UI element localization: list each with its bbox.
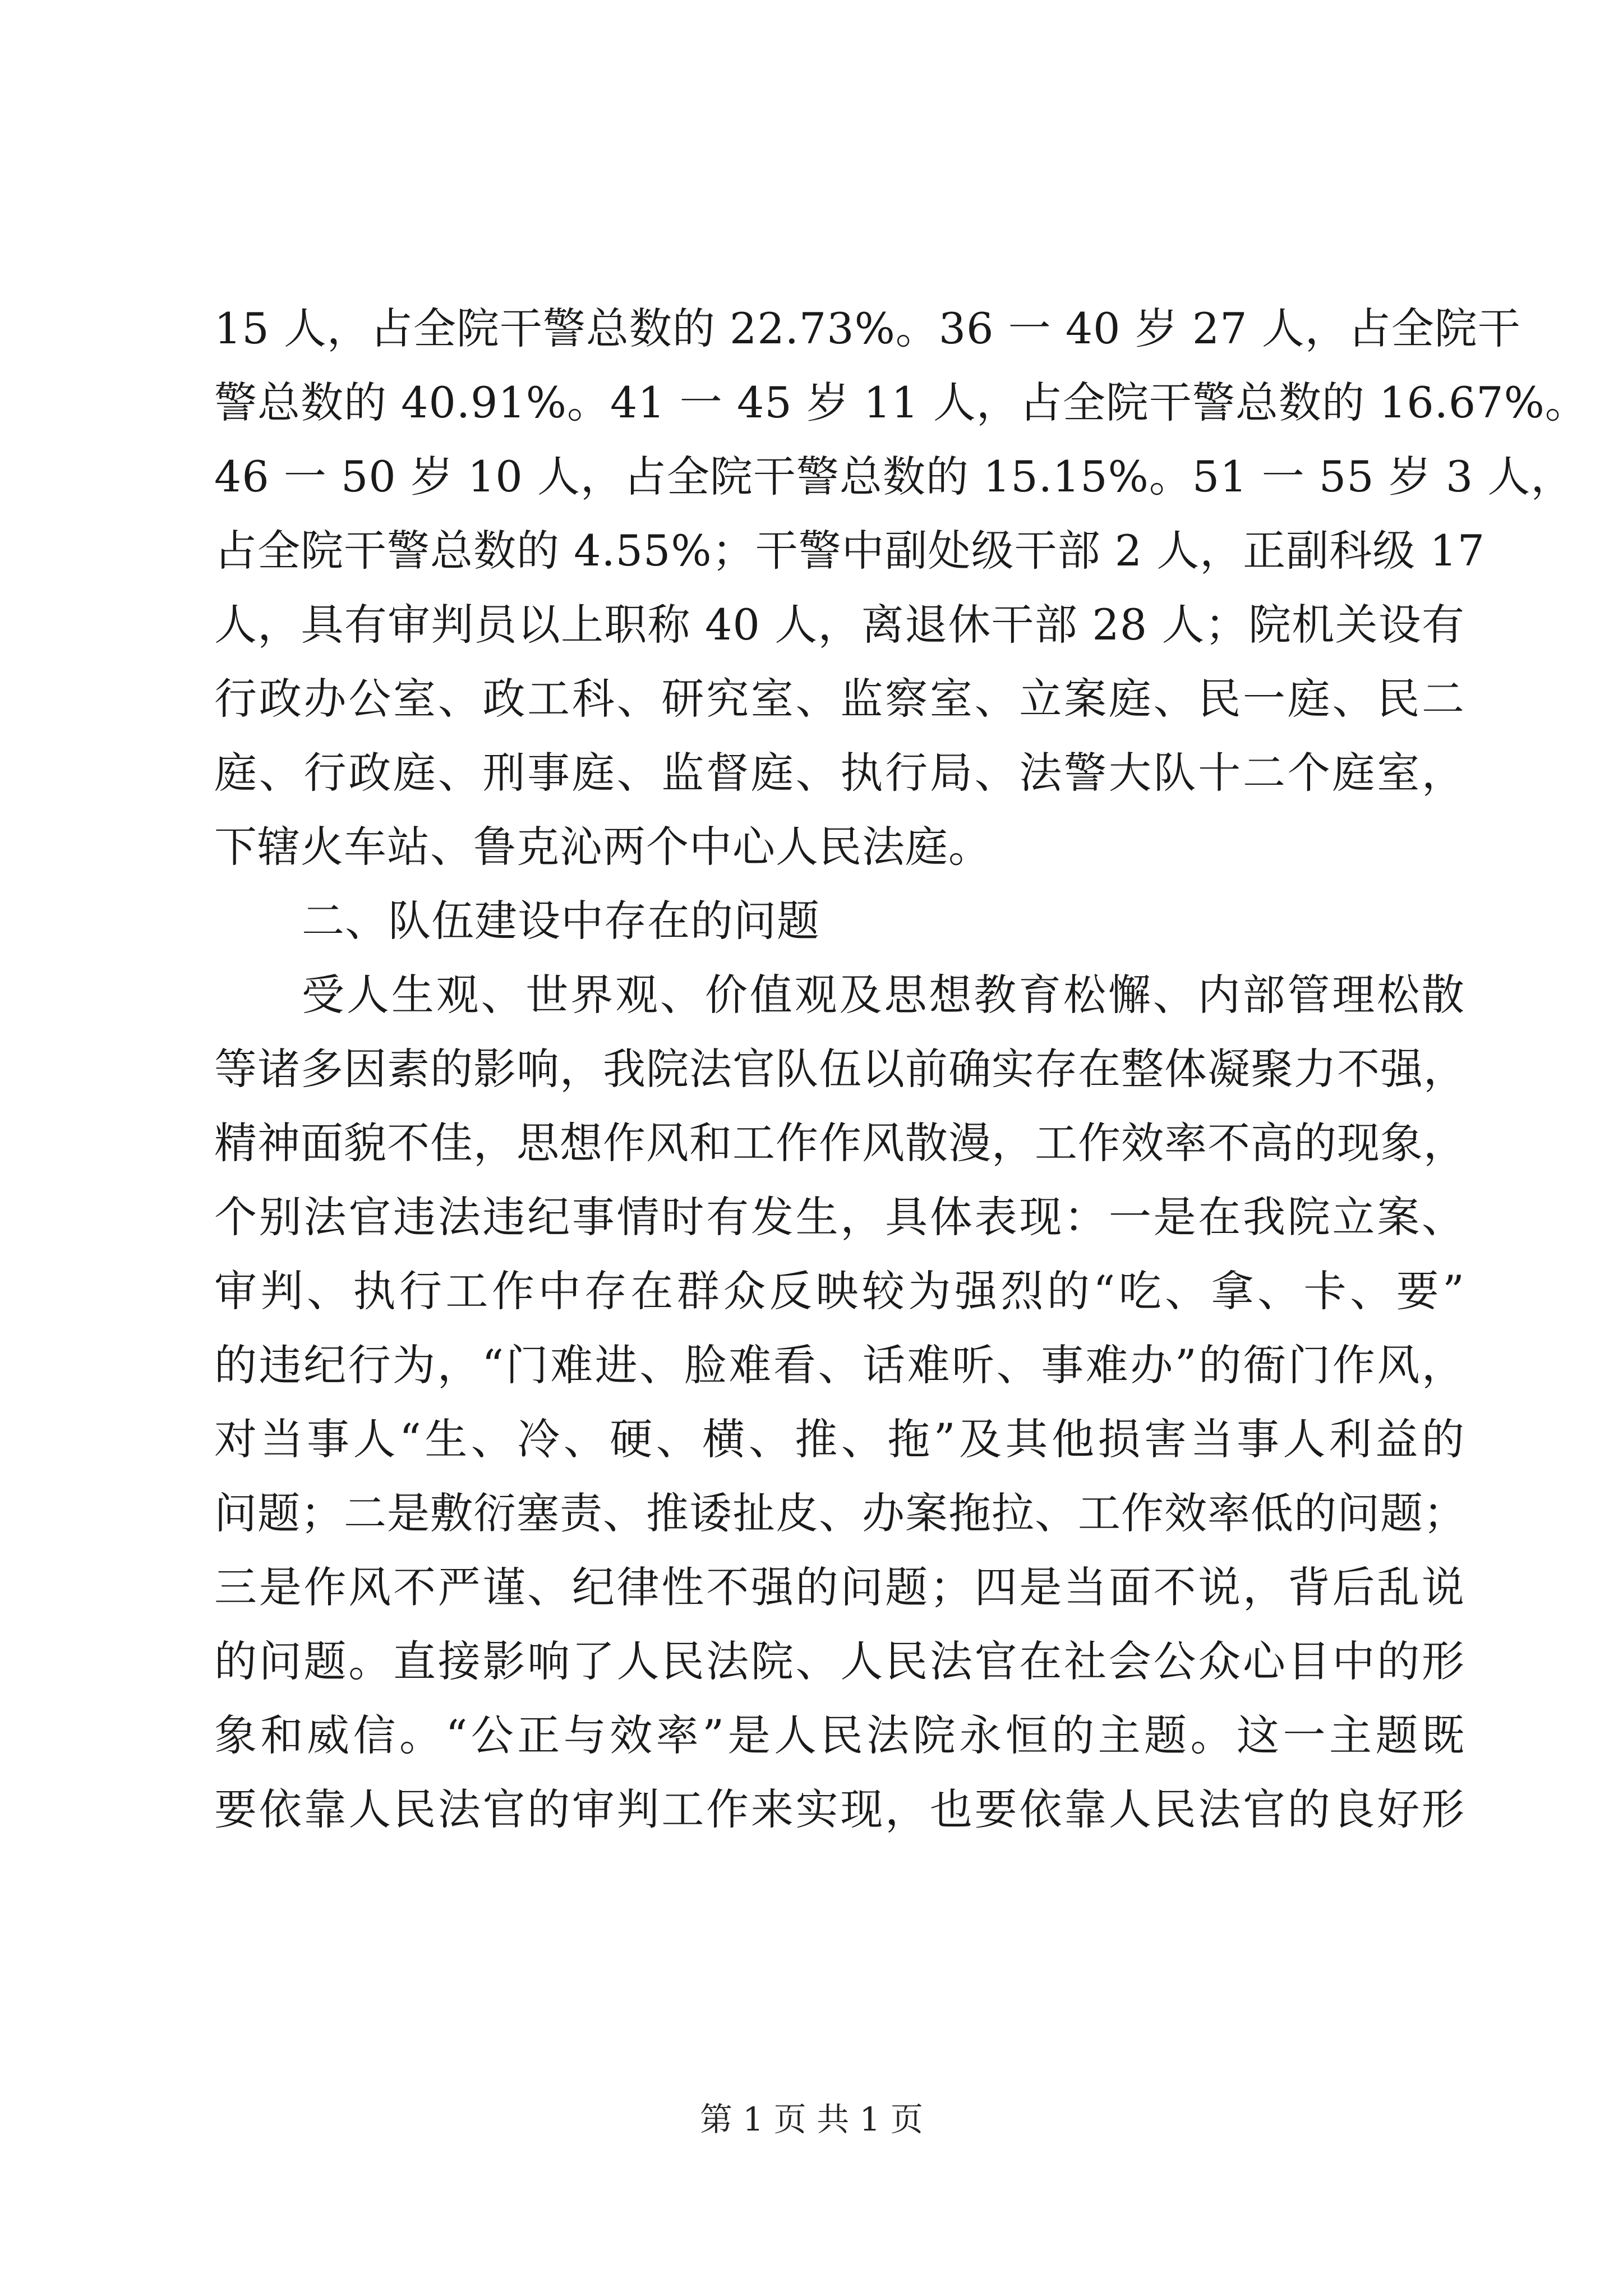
text-line: 问题；二是敷衍塞责、推诿扯皮、办案拖拉、工作效率低的问题； [214,1488,1467,1538]
section-heading: 二、队伍建设中存在的问题 [302,896,820,946]
text-line: 庭、行政庭、刑事庭、监督庭、执行局、法警大队十二个庭室， [214,748,1465,798]
text-line: 个别法官违法违纪事情时有发生，具体表现：一是在我院立案、 [214,1192,1465,1242]
text-line: 等诸多因素的影响，我院法官队伍以前确实存在整体凝聚力不强， [214,1044,1467,1094]
document-body [214,292,1588,1847]
text-line: 象和威信。“公正与效率”是人民法院永恒的主题。这一主题既 [214,1710,1465,1760]
text-line: 审判、执行工作中存在群众反映较为强烈的“吃、拿、卡、要” [214,1266,1465,1316]
text-line: 要依靠人民法官的审判工作来实现，也要依靠人民法官的良好形 [214,1784,1465,1834]
text-line: 精神面貌不佳，思想作风和工作作风散漫，工作效率不高的现象， [214,1118,1467,1168]
text-line: 46 一 50 岁 10 人，占全院干警总数的 15.15%。51 一 55 岁 3 人， [214,452,1574,501]
text-line: 对当事人“生、冷、硬、横、推、拖”及其他损害当事人利益的 [214,1414,1465,1464]
paragraph-first-line: 受人生观、世界观、价值观及思想教育松懈、内部管理松散 [302,970,1465,1020]
text-line: 三是作风不严谨、纪律性不强的问题；四是当面不说，背后乱说 [214,1562,1465,1612]
text-line: 人，具有审判员以上职称 40 人，离退休干部 28 人；院机关设有 [214,600,1465,650]
text-line: 的问题。直接影响了人民法院、人民法官在社会公众心目中的形 [214,1636,1465,1686]
text-line: 占全院干警总数的 4.55%；干警中副处级干部 2 人，正副科级 17 [214,526,1486,576]
text-line: 15 人，占全院干警总数的 22.73%。36 一 40 岁 27 人，占全院干 [214,303,1521,353]
text-line: 警总数的 40.91%。41 一 45 岁 11 人，占全院干警总数的 16.67%。 [214,378,1588,427]
text-line: 下辖火车站、鲁克沁两个中心人民法庭。 [214,822,992,872]
text-line: 的违纪行为，“门难进、脸难看、话难听、事难办”的衙门作风， [214,1340,1465,1390]
text-line: 行政办公室、政工科、研究室、监察室、立案庭、民一庭、民二 [214,674,1465,724]
page-number-footer: 第 1 页 共 1 页 [700,2100,923,2138]
